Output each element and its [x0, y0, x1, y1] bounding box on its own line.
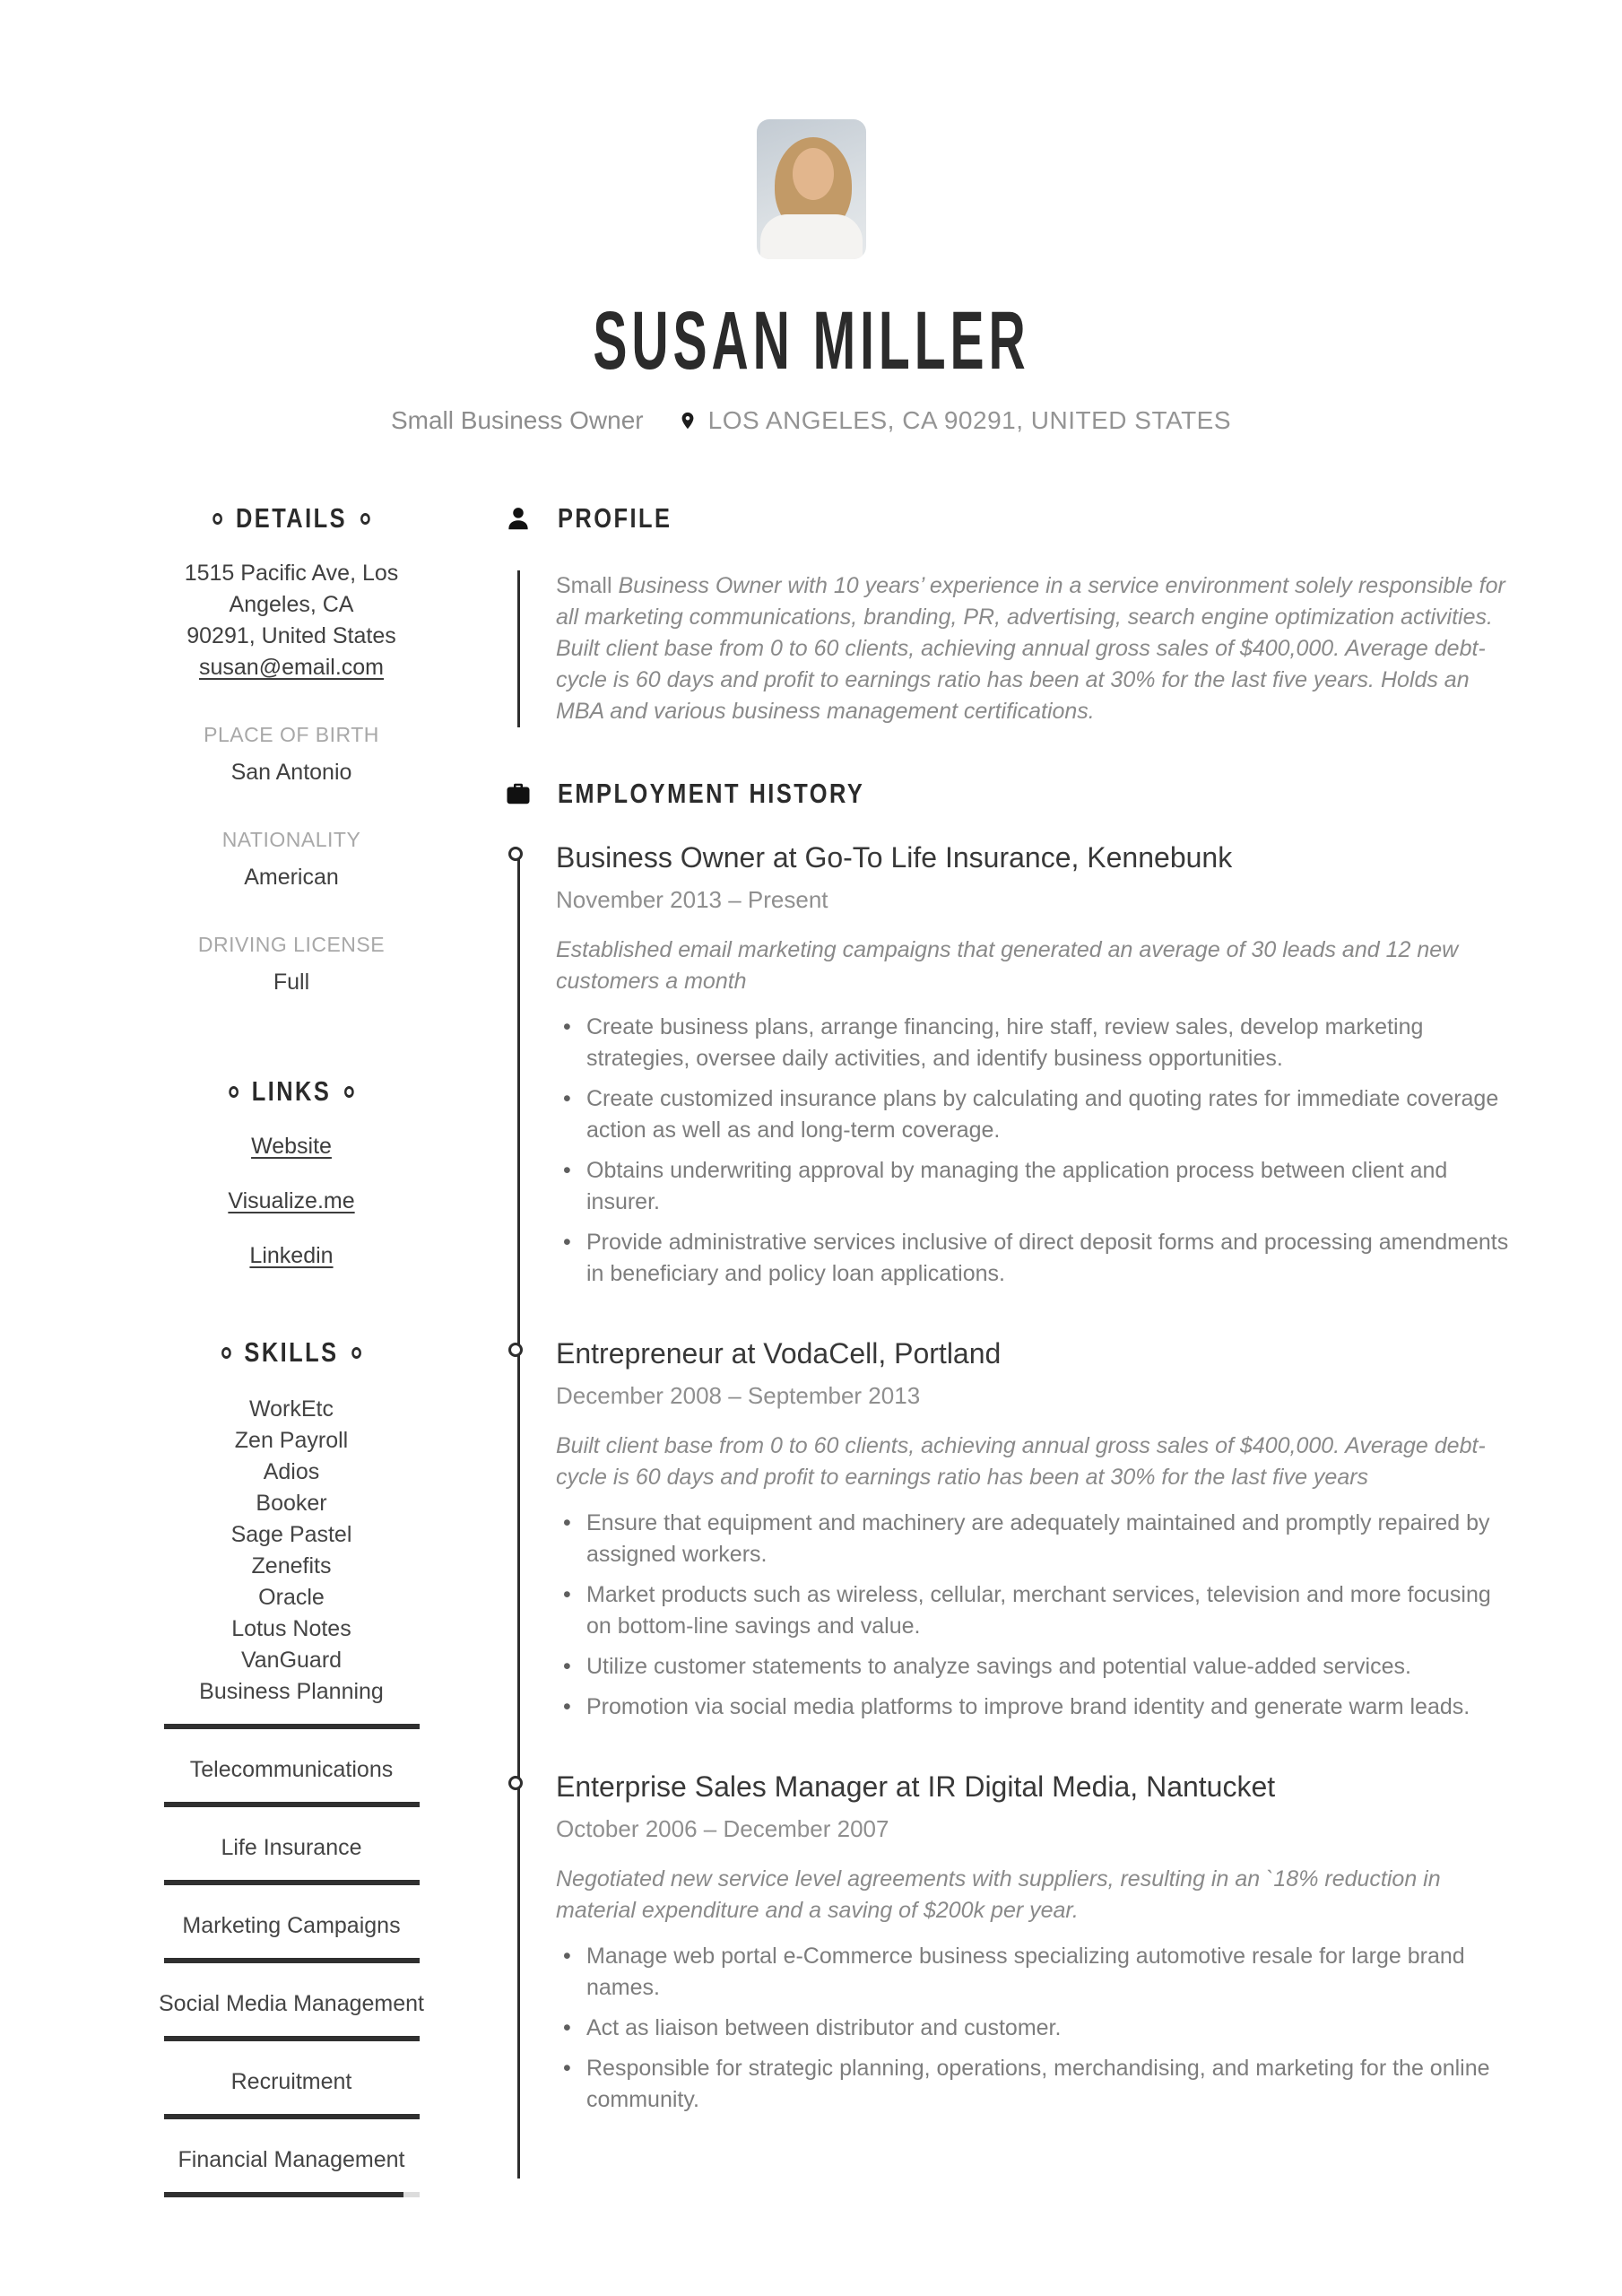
ring-icon	[213, 513, 223, 525]
candidate-name: SUSAN MILLER	[592, 295, 1030, 387]
address-line-1: 1515 Pacific Ave, Los Angeles, CA	[184, 561, 399, 617]
timeline-dot-icon	[508, 847, 523, 861]
driving-license-value: Full	[273, 970, 310, 995]
link-linkedin[interactable]: Linkedin	[249, 1243, 334, 1268]
skill-item: Sage Pastel	[230, 1522, 352, 1547]
job-dates: November 2013 – Present	[556, 886, 828, 913]
job-summary: Established email marketing campaigns that generated an average of 30 leads and 12 new customers a month	[556, 937, 1459, 994]
ring-icon	[344, 1086, 354, 1098]
rated-skill	[143, 1988, 439, 2041]
ring-icon	[360, 513, 370, 525]
rated-skill	[143, 2144, 439, 2197]
rated-skill-name: Social Media Management	[159, 1991, 424, 2016]
place-of-birth-label: PLACE OF BIRTH	[204, 723, 379, 746]
header-subtitle	[0, 405, 1622, 436]
ring-icon	[221, 1347, 231, 1359]
profile-section-heading	[502, 502, 1528, 535]
rated-skill	[143, 1676, 439, 1729]
skill-item: WorkEtc	[249, 1396, 334, 1422]
links-heading: LINKS	[170, 1075, 413, 1108]
job-entry	[502, 1336, 1528, 1723]
candidate-job-title: Small Business Owner	[390, 406, 644, 434]
job-title: Business Owner at Go-To Life Insurance, Kennebunk	[556, 841, 1233, 874]
timeline-dot-icon	[508, 1776, 523, 1790]
link-visualize-me[interactable]: Visualize.me	[228, 1188, 355, 1213]
bullet-item: • Utilize customer statements to analyze savings and potential value-added services.	[556, 1651, 1515, 1683]
job-title: Entrepreneur at VodaCell, Portland	[556, 1337, 1002, 1370]
bullet-item: • Manage web portal e-Commerce business specializing automotive resale for large brand names.	[556, 1941, 1515, 2004]
email-link[interactable]: susan@email.com	[198, 655, 384, 680]
job-bullet-list	[556, 1508, 1515, 1723]
skill-item: Lotus Notes	[231, 1616, 351, 1641]
skill-item: Oracle	[258, 1585, 325, 1610]
job-entry	[502, 840, 1528, 1290]
skill-bar	[164, 1958, 420, 1963]
rated-skill-name: Business Planning	[199, 1679, 384, 1704]
skill-bar	[164, 1802, 420, 1807]
location-pin-icon	[678, 408, 698, 433]
photo-face-shape	[793, 148, 834, 200]
profile-lead-word: Small	[556, 573, 612, 598]
bullet-item: • Create business plans, arrange financing, hire staff, review sales, develop marketing strategies, oversee daily activities, and identify business opportunities.	[556, 1012, 1515, 1074]
bullet-item: • Responsible for strategic planning, operations, merchandising, and marketing for the online community.	[556, 2053, 1515, 2116]
person-icon	[502, 505, 534, 532]
candidate-location: LOS ANGELES, CA 90291, UNITED STATES	[707, 406, 1232, 434]
rated-skill	[143, 2066, 439, 2119]
job-dates: October 2006 – December 2007	[556, 1815, 889, 1842]
profile-heading-text: PROFILE	[558, 502, 672, 534]
profile-photo	[757, 119, 866, 259]
address-line-2: 90291, United States	[186, 623, 396, 648]
rated-skill	[143, 1832, 439, 1885]
skill-bar	[164, 2114, 420, 2119]
timeline-dot-icon	[508, 1343, 523, 1357]
skill-item: Zenefits	[251, 1553, 332, 1578]
rated-skill-name: Recruitment	[230, 2069, 352, 2094]
driving-license-label: DRIVING LICENSE	[197, 933, 386, 956]
sidebar	[143, 502, 439, 2197]
ring-icon	[229, 1086, 239, 1098]
rated-skill	[143, 1754, 439, 1807]
job-title: Enterprise Sales Manager at IR Digital Media, Nantucket	[556, 1770, 1276, 1803]
skill-bar	[164, 2192, 420, 2197]
skill-bar	[164, 2036, 420, 2041]
skill-bar	[164, 1880, 420, 1885]
profile-summary	[517, 570, 1508, 727]
job-dates: December 2008 – September 2013	[556, 1382, 921, 1409]
skill-item: Booker	[256, 1491, 327, 1516]
main-column	[502, 502, 1528, 2197]
employment-section-heading	[502, 778, 1528, 810]
skill-item: Zen Payroll	[234, 1428, 349, 1453]
employment-heading-text: EMPLOYMENT HISTORY	[558, 778, 865, 809]
bullet-item: • Promotion via social media platforms to improve brand identity and generate warm leads.	[556, 1692, 1515, 1723]
rated-skill-name: Financial Management	[178, 2147, 405, 2172]
bullet-item: • Create customized insurance plans by calculating and quoting rates for immediate coverage action as well as and long-term coverage.	[556, 1083, 1515, 1146]
employment-timeline	[502, 840, 1528, 2179]
skill-item: Adios	[263, 1459, 320, 1484]
skill-item: VanGuard	[240, 1648, 343, 1673]
nationality-value: American	[244, 865, 339, 890]
job-summary: Built client base from 0 to 60 clients, achieving annual gross sales of $400,000. Average debt-cycle is 60 days and profit to earnings ratio has been at 30% for the last five years	[556, 1433, 1486, 1490]
job-bullet-list	[556, 1012, 1515, 1290]
ring-icon	[351, 1347, 361, 1359]
rated-skill	[143, 1910, 439, 1963]
details-heading: DETAILS	[170, 502, 413, 535]
bullet-item: • Obtains underwriting approval by managing the application process between client and insurer.	[556, 1155, 1515, 1218]
bullet-item: • Ensure that equipment and machinery are adequately maintained and promptly repaired by assigned workers.	[556, 1508, 1515, 1570]
rated-skill-name: Telecommunications	[189, 1757, 394, 1782]
skill-bar	[164, 1724, 420, 1729]
rated-skill-name: Life Insurance	[221, 1835, 362, 1860]
rated-skill-name: Marketing Campaigns	[182, 1913, 401, 1938]
bullet-item: • Market products such as wireless, cellular, merchant services, television and more focusing on bottom-line savings and value.	[556, 1579, 1515, 1642]
nationality-label: NATIONALITY	[221, 828, 361, 851]
profile-text: Business Owner with 10 years’ experience in a service environment solely responsible for all marketing communications, branding, PR, advertising, search engine optimization activities. Built client base from 0 to 60 clients, achieving annual gross sales of $400,000. Average debt-cycle is 60 days and profit to earnings ratio has been at 30% for the last five years. Holds an MBA and various business management certifications.	[556, 573, 1505, 724]
bullet-item: • Act as liaison between distributor and customer.	[556, 2013, 1515, 2044]
photo-shoulders-shape	[760, 214, 863, 259]
briefcase-icon	[502, 780, 534, 807]
job-entry	[502, 1770, 1528, 2116]
link-website[interactable]: Website	[251, 1134, 332, 1159]
skills-heading: SKILLS	[170, 1336, 413, 1369]
place-of-birth-value: San Antonio	[230, 760, 352, 785]
bullet-item: • Provide administrative services inclusive of direct deposit forms and processing amendments in beneficiary and policy loan applications.	[556, 1227, 1515, 1290]
job-bullet-list	[556, 1941, 1515, 2116]
job-summary: Negotiated new service level agreements with suppliers, resulting in an `18% reduction in material expenditure and a saving of $200k per year.	[556, 1866, 1441, 1923]
